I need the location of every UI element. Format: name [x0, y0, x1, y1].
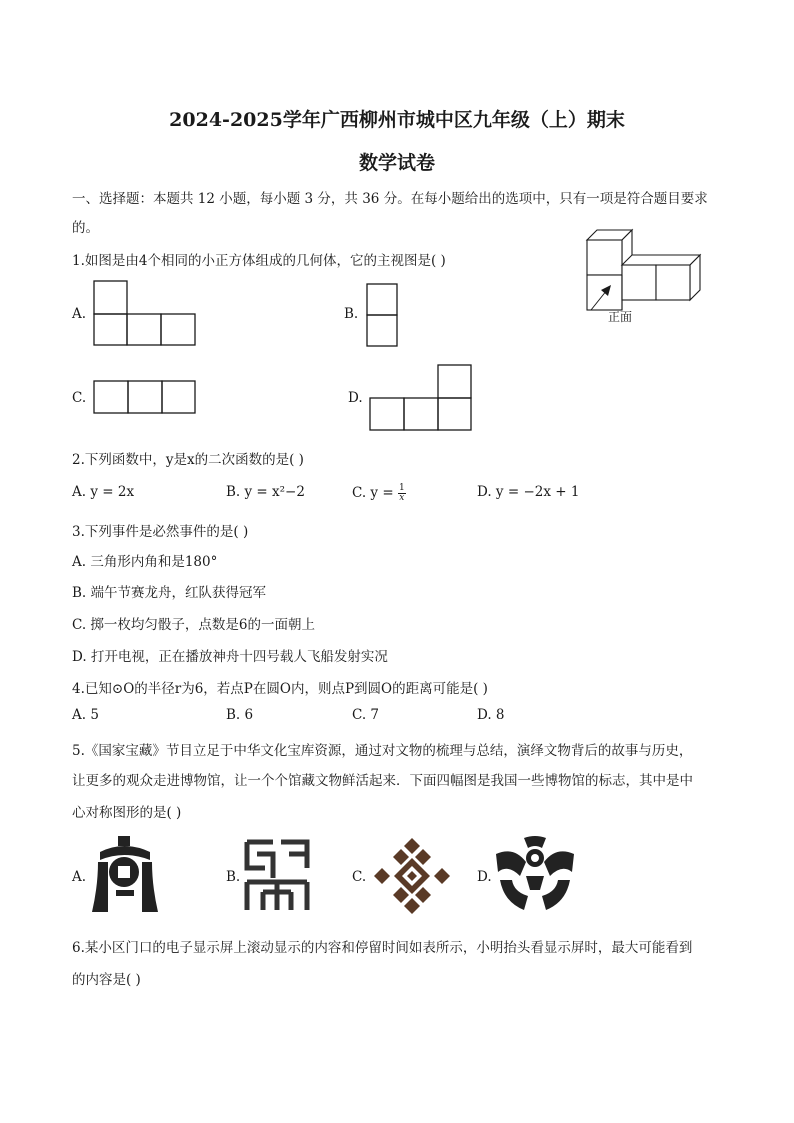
q2-option-a: A. y = 2x: [72, 484, 135, 500]
exam-subtitle: 数学试卷: [358, 152, 435, 174]
q2-option-c-prefix: C. y =: [352, 485, 394, 501]
exam-title: 2024-2025学年广西柳州市城中区九年级（上）期末: [169, 109, 625, 131]
q1-option-c-label: C.: [72, 390, 87, 406]
q5-option-c-label: C.: [352, 869, 367, 885]
q5-logo-a-icon: [90, 836, 160, 914]
q5-option-d-label: D.: [477, 869, 492, 885]
q1-option-a-label: A.: [72, 306, 87, 322]
q1-option-a-figure: [93, 280, 203, 350]
q2-stem: 2.下列函数中，y是x的二次函数的是( ): [72, 452, 304, 468]
q1-solid-figure: [582, 226, 712, 326]
q4-option-c: C. 7: [352, 707, 380, 723]
q5-logo-b-icon: [243, 838, 311, 914]
q1-option-b-label: B.: [344, 306, 359, 322]
q4-stem: 4.已知⊙O的半径r为6，若点P在圆O内，则点P到圆O的距离可能是( ): [72, 681, 488, 697]
q1-option-c-figure: [93, 380, 203, 420]
fraction-denominator: x: [399, 493, 405, 503]
q2-option-b: B. y = x²−2: [226, 484, 305, 500]
section-instructions-line2: 的。: [72, 220, 99, 236]
q4-option-d: D. 8: [477, 707, 505, 723]
q2-option-d: D. y = −2x + 1: [477, 484, 580, 500]
q3-option-b: B. 端午节赛龙舟，红队获得冠军: [72, 585, 267, 601]
section-instructions-line1: 一、选择题：本题共 12 小题，每小题 3 分，共 36 分。在每小题给出的选项中，只有一项是符合题目要求: [72, 191, 708, 207]
q1-stem: 1.如图是由4个相同的小正方体组成的几何体，它的主视图是( ): [72, 253, 446, 269]
q5-option-b-label: B.: [226, 869, 241, 885]
q5-logo-c-icon: [372, 836, 452, 916]
fraction-numerator: 1: [398, 483, 405, 493]
q5-logo-d-icon: [494, 836, 576, 912]
q3-option-a: A. 三角形内角和是180°: [72, 554, 218, 570]
q4-option-b: B. 6: [226, 707, 254, 723]
q5-line2: 让更多的观众走进博物馆，让一个个馆藏文物鲜活起来．下面四幅图是我国一些博物馆的标志，其中是中: [72, 773, 693, 789]
q5-line3: 心对称图形的是( ): [72, 805, 182, 821]
q1-front-label: 正面: [608, 310, 633, 324]
q6-line2: 的内容是( ): [72, 972, 141, 988]
q5-option-a-label: A.: [72, 869, 87, 885]
q2-option-c-fraction: [398, 484, 406, 503]
q1-option-d-figure: [369, 364, 479, 434]
q6-line1: 6.某小区门口的电子显示屏上滚动显示的内容和停留时间如表所示，小明抬头看显示屏时，最大可能看到: [72, 940, 693, 956]
q1-option-d-label: D.: [348, 390, 363, 406]
q3-option-d: D. 打开电视，正在播放神舟十四号载人飞船发射实况: [72, 649, 388, 665]
q2-option-c: [352, 484, 406, 503]
q1-option-b-figure: [366, 283, 406, 353]
q5-line1: 5.《国家宝藏》节目立足于中华文化宝库资源，通过对文物的梳理与总结，演绎文物背后的故事与历史，: [72, 743, 693, 759]
q3-stem: 3.下列事件是必然事件的是( ): [72, 524, 249, 540]
q3-option-c: C. 掷一枚均匀骰子，点数是6的一面朝上: [72, 617, 316, 633]
q4-option-a: A. 5: [72, 707, 99, 723]
